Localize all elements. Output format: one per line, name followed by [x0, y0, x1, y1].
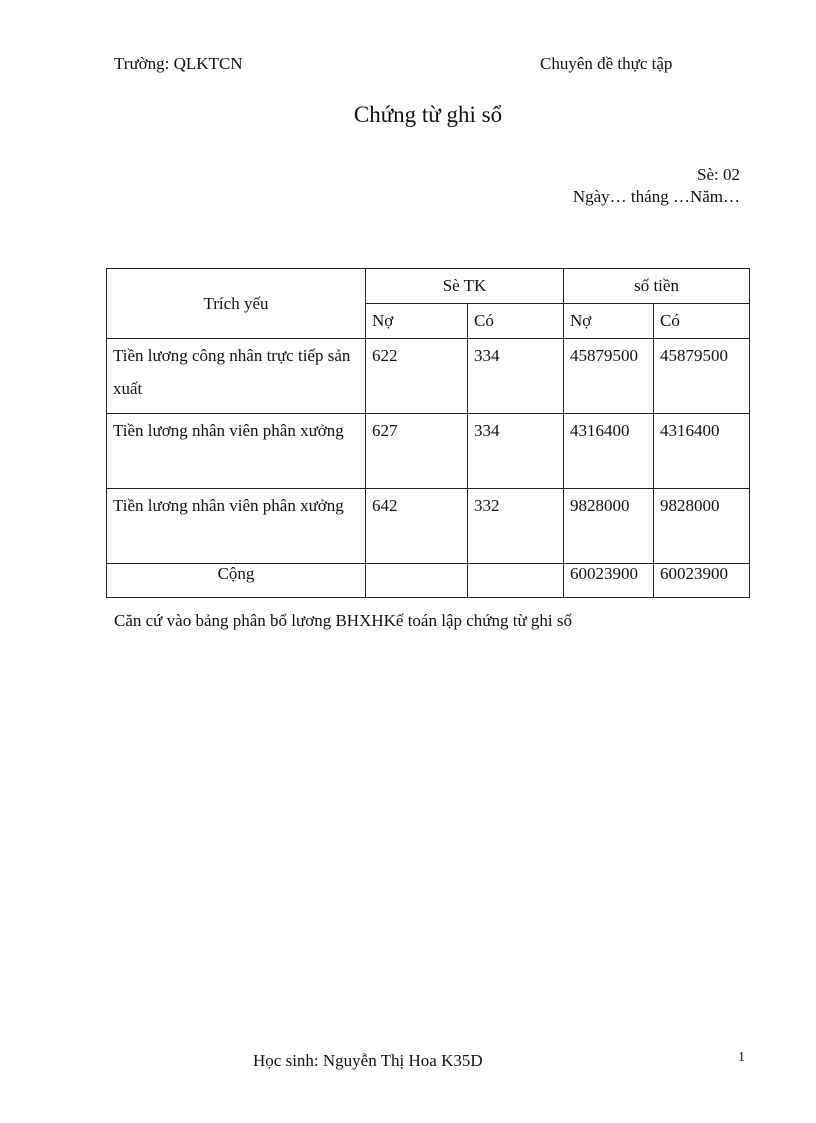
table-header-row: [107, 269, 750, 304]
total-amount-credit: 60023900: [654, 564, 750, 598]
row-account-credit: 334: [468, 339, 564, 414]
row-amount-credit: 4316400: [654, 414, 750, 489]
document-number: Sè: 02: [697, 165, 740, 184]
table-row: [107, 339, 750, 414]
row-amount-debit: 45879500: [564, 339, 654, 414]
table-row: [107, 414, 750, 489]
row-account-credit: 334: [468, 414, 564, 489]
row-account-debit: 627: [366, 414, 468, 489]
total-amount-debit: 60023900: [564, 564, 654, 598]
col-account-debit-header: Nợ: [366, 304, 468, 339]
col-account-credit-header: Có: [468, 304, 564, 339]
page-number: 1: [738, 1050, 745, 1065]
col-amount-debit-header: Nợ: [564, 304, 654, 339]
row-account-credit: 332: [468, 489, 564, 564]
row-summary: Tiền lương nhân viên phân xưởng: [107, 489, 366, 564]
date-line: Ngày… tháng …Năm…: [572, 187, 740, 206]
row-account-debit: 622: [366, 339, 468, 414]
total-account-debit-empty: [366, 564, 468, 598]
row-summary: Tiền lương nhân viên phân xưởng: [107, 414, 366, 489]
footer-student: Học sinh: Nguyễn Thị Hoa K35D: [253, 1051, 483, 1070]
col-amount-group-header: số tiền: [564, 269, 750, 304]
col-summary-header: Trích yếu: [107, 269, 366, 339]
table-row: [107, 489, 750, 564]
row-amount-credit: 9828000: [654, 489, 750, 564]
document-title: Chứng từ ghi sổ: [353, 102, 503, 127]
col-amount-credit-header: Có: [654, 304, 750, 339]
topic-label: Chuyên đề thực tập: [540, 54, 673, 73]
row-account-debit: 642: [366, 489, 468, 564]
total-label: Cộng: [107, 564, 366, 598]
basis-note: Căn cứ vào bảng phân bổ lương BHXHKế toán lập chứng từ ghi sổ: [114, 611, 573, 630]
row-amount-debit: 4316400: [564, 414, 654, 489]
row-amount-credit: 45879500: [654, 339, 750, 414]
row-amount-debit: 9828000: [564, 489, 654, 564]
row-summary: Tiền lương công nhân trực tiếp sản xuất: [107, 339, 366, 414]
total-account-credit-empty: [468, 564, 564, 598]
ledger-table: [106, 268, 750, 598]
table-total-row: [107, 564, 750, 598]
col-account-group-header: Sè TK: [366, 269, 564, 304]
school-label: Trường: QLKTCN: [114, 54, 243, 73]
